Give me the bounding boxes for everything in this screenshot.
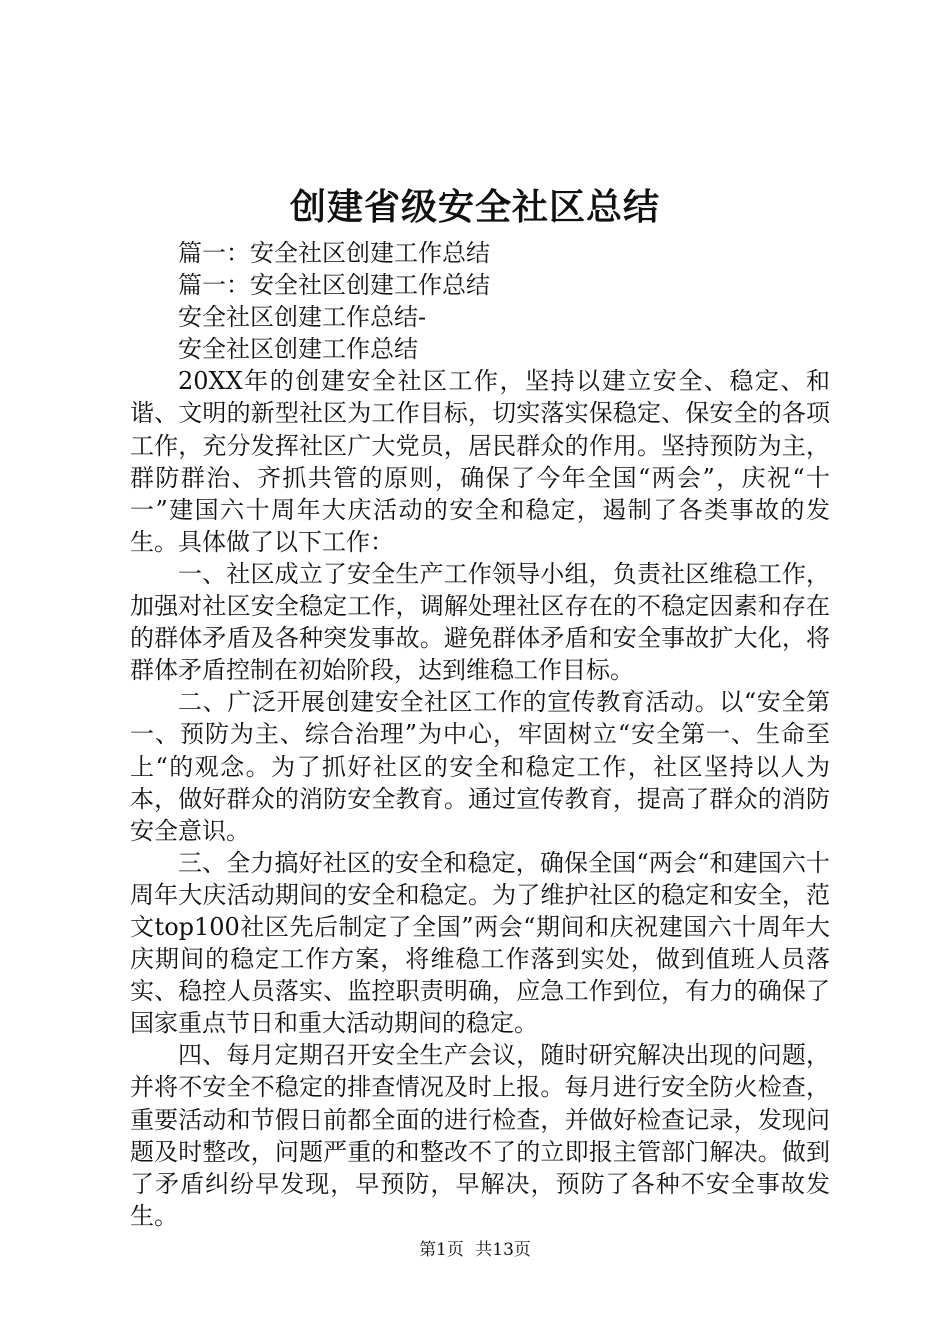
paragraph-intro: 20XX年的创建安全社区工作，坚持以建立安全、稳定、和谐、文明的新型社区为工作目标，切实落实保稳定、保安全的各项工作，充分发挥社区广大党员，居民群众的作用。坚持预防为主，群防群治、齐抓共管的原则，确保了今年全国“两会”，庆祝“十一”建国六十周年大庆活动的安全和稳定，遏制了各类事故的发生。具体做了以下工作：: [130, 367, 830, 556]
paragraph-point-4: 四、每月定期召开安全生产会议，随时研究解决出现的问题，并将不安全不稳定的排查情况及时上报。每月进行安全防火检查，重要活动和节假日前都全面的进行检查，并做好检查记录，发现问题及时整改，问题严重的和整改不了的立即报主管部门解决。做到了矛盾纠纷早发现，早预防，早解决，预防了各种不安全事故发生。: [130, 1041, 830, 1230]
paragraph-heading-1: 篇一：安全社区创建工作总结: [178, 239, 490, 267]
page-total: 共13页: [475, 1240, 531, 1260]
paragraph-heading-3: 安全社区创建工作总结-: [178, 303, 427, 332]
paragraph-point-1: 一、社区成立了安全生产工作领导小组，负责社区维稳工作，加强对社区安全稳定工作，调解处理社区存在的不稳定因素和存在的群体矛盾及各种突发事故。避免群体矛盾和安全事故扩大化，将群体矛盾控制在初始阶段，达到维稳工作目标。: [130, 559, 830, 685]
paragraph-heading-2: 篇一：安全社区创建工作总结: [178, 271, 490, 300]
paragraph-point-3: 三、全力搞好社区的安全和稳定，确保全国“两会“和建国六十周年大庆活动期间的安全和稳定。为了维护社区的稳定和安全，范文top100社区先后制定了全国”两会“期间和庆祝建国六十周年大庆期间的稳定工作方案，将维稳工作落到实处，做到值班人员落实、稳控人员落实、监控职责明确，应急工作到位，有力的确保了国家重点节日和重大活动期间的稳定。: [130, 848, 830, 1038]
document-title: 创建省级安全社区总结: [289, 187, 660, 228]
page-number: 第1页: [419, 1240, 464, 1260]
document-body: [130, 237, 830, 1232]
page-footer: [0, 1238, 950, 1262]
paragraph-heading-4: 安全社区创建工作总结: [178, 335, 418, 364]
paragraph-point-2: 二、广泛开展创建安全社区工作的宣传教育活动。以“安全第一、预防为主、综合治理”为中心，牢固树立“安全第一、生命至上“的观念。为了抓好社区的安全和稳定工作，社区坚持以人为本，做好群众的消防安全教育。通过宣传教育，提高了群众的消防安全意识。: [130, 688, 830, 845]
